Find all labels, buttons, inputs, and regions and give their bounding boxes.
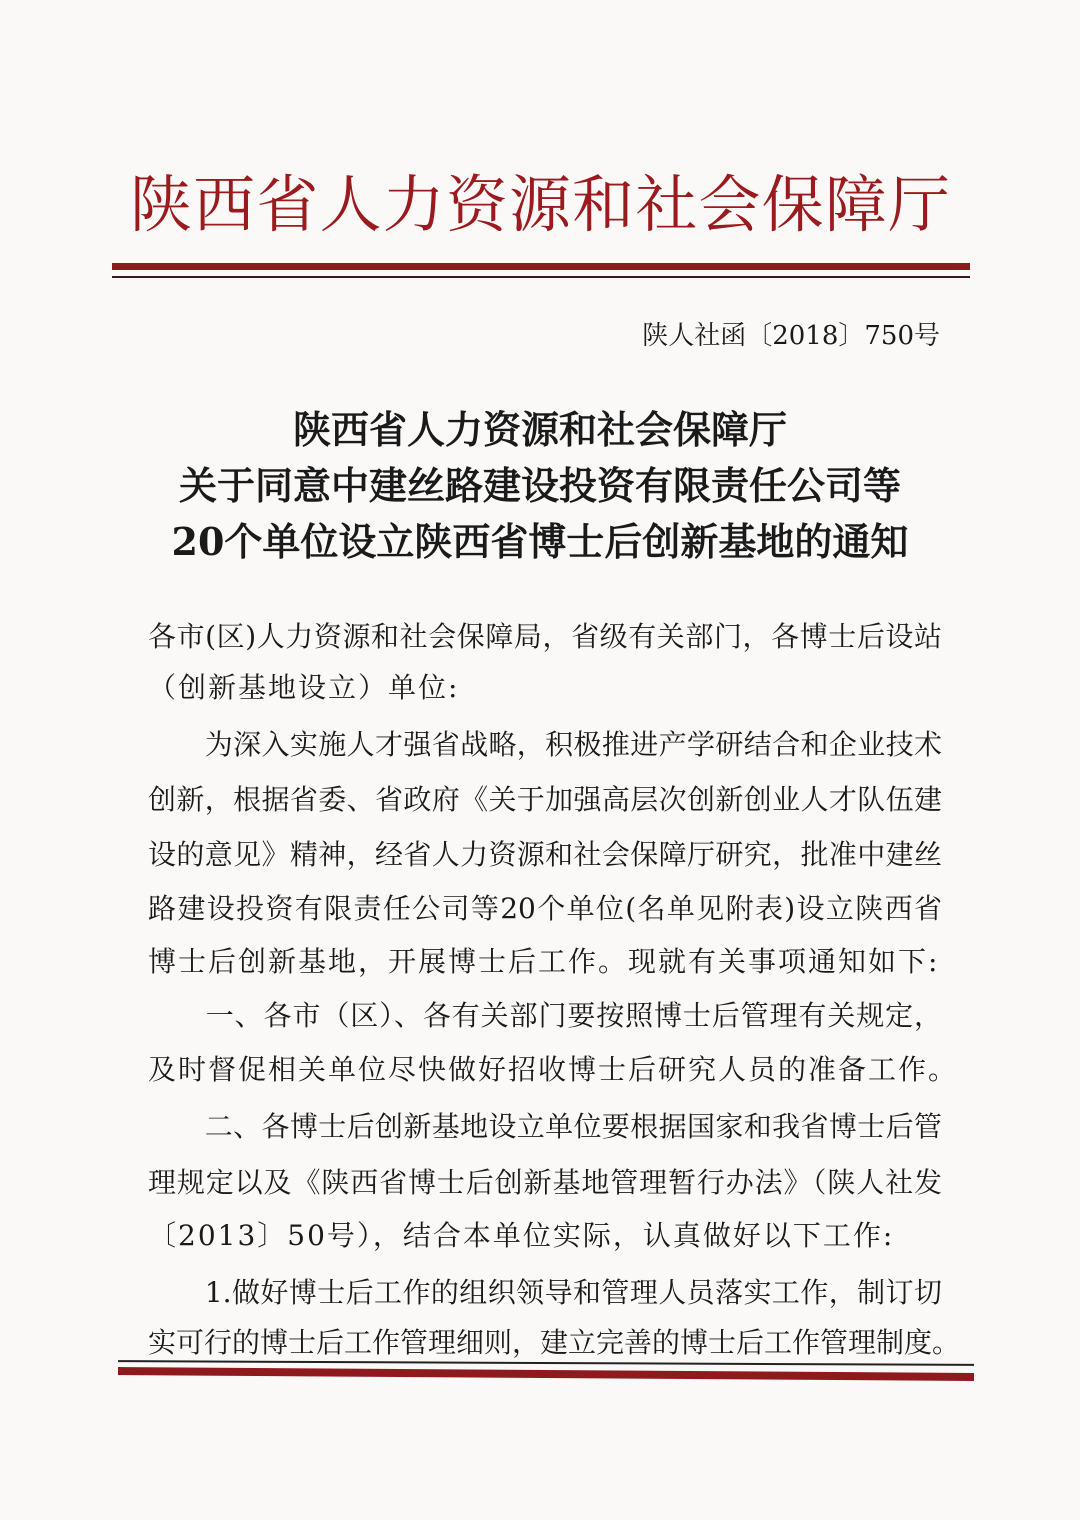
body-line: 创新，根据省委、省政府《关于加强高层次创新创业人才队伍建	[148, 783, 942, 816]
body-line: （创新基地设立）单位:	[148, 671, 460, 704]
body-line: 一、各市（区）、各有关部门要按照博士后管理有关规定，	[148, 999, 942, 1032]
body-line: 〔2013〕50号），结合本单位实际，认真做好以下工作:	[148, 1219, 895, 1252]
body-line: 二、各博士后创新基地设立单位要根据国家和我省博士后管	[148, 1110, 942, 1143]
letterhead: 陕西省人力资源和社会保障厅	[130, 168, 950, 241]
body-line: 及时督促相关单位尽快做好招收博士后研究人员的准备工作。	[148, 1053, 959, 1086]
footer-thin-rule	[118, 1360, 974, 1366]
body-line: 路建设投资有限责任公司等20个单位(名单见附表)设立陕西省	[148, 892, 942, 925]
body-line: 理规定以及《陕西省博士后创新基地管理暂行办法》（陕人社发	[148, 1166, 942, 1199]
title-line-1: 陕西省人力资源和社会保障厅	[292, 407, 787, 452]
title-line-2: 关于同意中建丝路建设投资有限责任公司等	[178, 463, 901, 508]
footer-red-rule	[118, 1367, 974, 1381]
body-line: 设的意见》精神，经省人力资源和社会保障厅研究，批准中建丝	[148, 838, 942, 871]
document-number: 陕人社函〔2018〕750号	[642, 321, 940, 351]
body-line: 实可行的博士后工作管理细则，建立完善的博士后工作管理制度。	[148, 1326, 961, 1359]
body-line: 为深入实施人才强省战略，积极推进产学研结合和企业技术	[148, 728, 942, 761]
body-line: 1.做好博士后工作的组织领导和管理人员落实工作，制订切	[148, 1276, 942, 1309]
body-line: 博士后创新基地，开展博士后工作。现就有关事项通知如下:	[148, 945, 940, 978]
letterhead-thin-rule	[112, 276, 970, 278]
letterhead-red-rule	[112, 263, 970, 270]
title-line-3: 20个单位设立陕西省博士后创新基地的通知	[171, 519, 909, 564]
body-line: 各市(区)人力资源和社会保障局，省级有关部门，各博士后设站	[148, 620, 942, 653]
